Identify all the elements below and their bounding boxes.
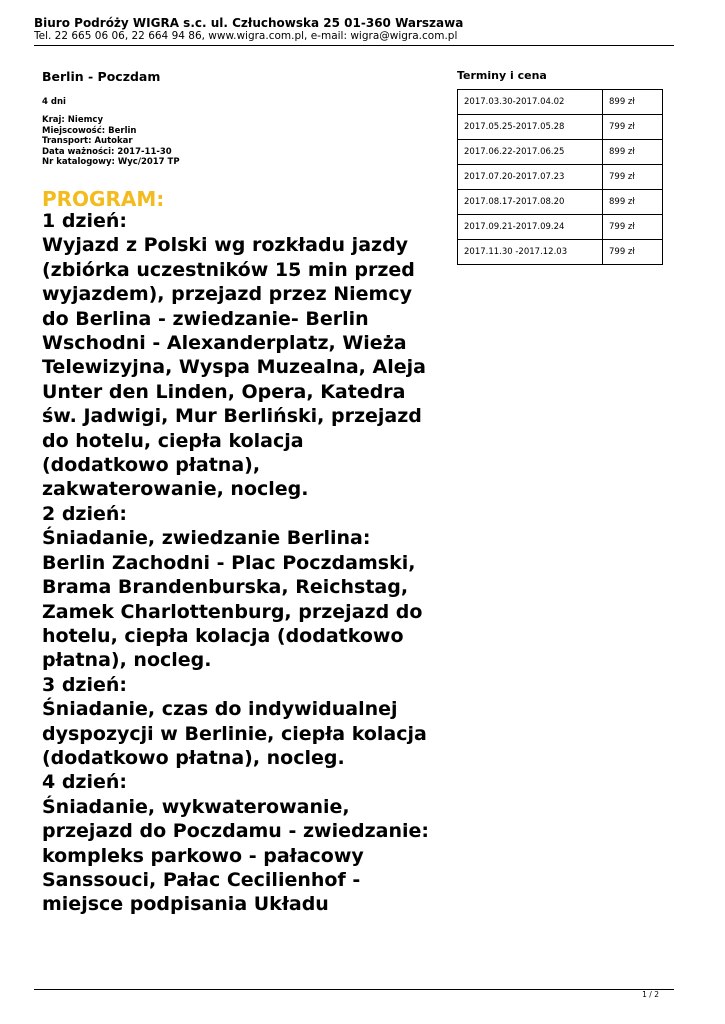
terms-table: [457, 89, 663, 265]
program-line: św. Jadwigi, Mur Berliński, przejazd: [42, 405, 422, 428]
terms-row: [458, 90, 663, 115]
program-line: 4 dzień:: [42, 771, 128, 794]
terms-row: [458, 165, 663, 190]
program-line: płatna), nocleg.: [42, 649, 212, 672]
program-line: Wyjazd z Polski wg rozkładu jazdy: [42, 234, 409, 257]
term-price: 899 zł: [603, 140, 663, 165]
program-text: [42, 209, 452, 917]
program-line: (zbiórka uczestników 15 min przed: [42, 258, 415, 281]
meta-valid-until: Data ważności: 2017-11-30: [42, 146, 172, 157]
term-dates: 2017.03.30-2017.04.02: [458, 90, 603, 115]
document-header: [34, 16, 674, 43]
program-line: Śniadanie, czas do indywidualnej: [42, 698, 398, 721]
term-dates: 2017.05.25-2017.05.28: [458, 115, 603, 140]
program-line: zakwaterowanie, nocleg.: [42, 478, 309, 501]
program-line: Śniadanie, wykwaterowanie,: [42, 795, 350, 818]
program-line: miejsce podpisania Układu: [42, 893, 329, 916]
program-line: przejazd do Poczdamu - zwiedzanie:: [42, 820, 429, 843]
term-price: 899 zł: [603, 90, 663, 115]
company-contact: Tel. 22 665 06 06, 22 664 94 86, www.wigra.com.pl, e-mail: wigra@wigra.com.pl: [34, 30, 458, 42]
term-dates: 2017.08.17-2017.08.20: [458, 190, 603, 215]
program-line: Berlin Zachodni - Plac Poczdamski,: [42, 551, 416, 574]
term-dates: 2017.07.20-2017.07.23: [458, 165, 603, 190]
meta-transport: Transport: Autokar: [42, 136, 133, 146]
term-dates: 2017.11.30 -2017.12.03: [458, 240, 603, 265]
terms-and-prices: [457, 69, 663, 265]
meta-city: Miejscowość: Berlin: [42, 125, 137, 136]
terms-row: [458, 215, 663, 240]
term-dates: 2017.06.22-2017.06.25: [458, 140, 603, 165]
terms-row: [458, 140, 663, 165]
program-line: Zamek Charlottenburg, przejazd do: [42, 600, 423, 623]
company-name: Biuro Podróży WIGRA s.c. ul. Człuchowska 25 01-360 Warszawa: [34, 16, 464, 30]
terms-row: [458, 240, 663, 265]
term-price: 799 zł: [603, 165, 663, 190]
program-line: wyjazdem), przejazd przez Niemcy: [42, 283, 412, 306]
page-number: 1 / 2: [642, 990, 659, 999]
program-line: 3 dzień:: [42, 673, 128, 696]
program-line: kompleks parkowo - pałacowy: [42, 844, 364, 867]
program-line: dyspozycji w Berlinie, ciepła kolacja: [42, 722, 427, 745]
term-price: 799 zł: [603, 115, 663, 140]
program-line: Brama Brandenburska, Reichstag,: [42, 576, 409, 599]
trip-duration: 4 dni: [42, 97, 66, 107]
program-heading: PROGRAM:: [42, 187, 165, 211]
program-line: (dodatkowo płatna), nocleg.: [42, 746, 345, 769]
meta-catalog-number: Nr katalogowy: Wyc/2017 TP: [42, 157, 180, 167]
term-price: 899 zł: [603, 190, 663, 215]
program-line: 2 dzień:: [42, 502, 128, 525]
program-line: Unter den Linden, Opera, Katedra: [42, 380, 406, 403]
term-dates: 2017.09.21-2017.09.24: [458, 215, 603, 240]
program-line: hotelu, ciepła kolacja (dodatkowo: [42, 624, 404, 647]
program-line: Wschodni - Alexanderplatz, Wieża: [42, 332, 407, 355]
trip-title: Berlin - Poczdam: [42, 69, 161, 84]
term-price: 799 zł: [603, 215, 663, 240]
program-line: Śniadanie, zwiedzanie Berlina:: [42, 527, 371, 550]
terms-row: [458, 190, 663, 215]
header-divider: [34, 45, 674, 46]
program-line: (dodatkowo płatna),: [42, 454, 261, 477]
trip-info: [42, 69, 447, 168]
terms-row: [458, 115, 663, 140]
program-line: do Berlina - zwiedzanie- Berlin: [42, 307, 369, 330]
terms-title: Terminy i cena: [457, 69, 547, 82]
program-line: Sanssouci, Pałac Cecilienhof -: [42, 868, 361, 891]
trip-meta: [42, 115, 447, 168]
program-line: Telewizyjna, Wyspa Muzealna, Aleja: [42, 356, 426, 379]
footer-divider: [34, 989, 674, 990]
term-price: 799 zł: [603, 240, 663, 265]
meta-country: Kraj: Niemcy: [42, 115, 104, 125]
program-line: do hotelu, ciepła kolacja: [42, 429, 304, 452]
program-line: 1 dzień:: [42, 210, 128, 232]
